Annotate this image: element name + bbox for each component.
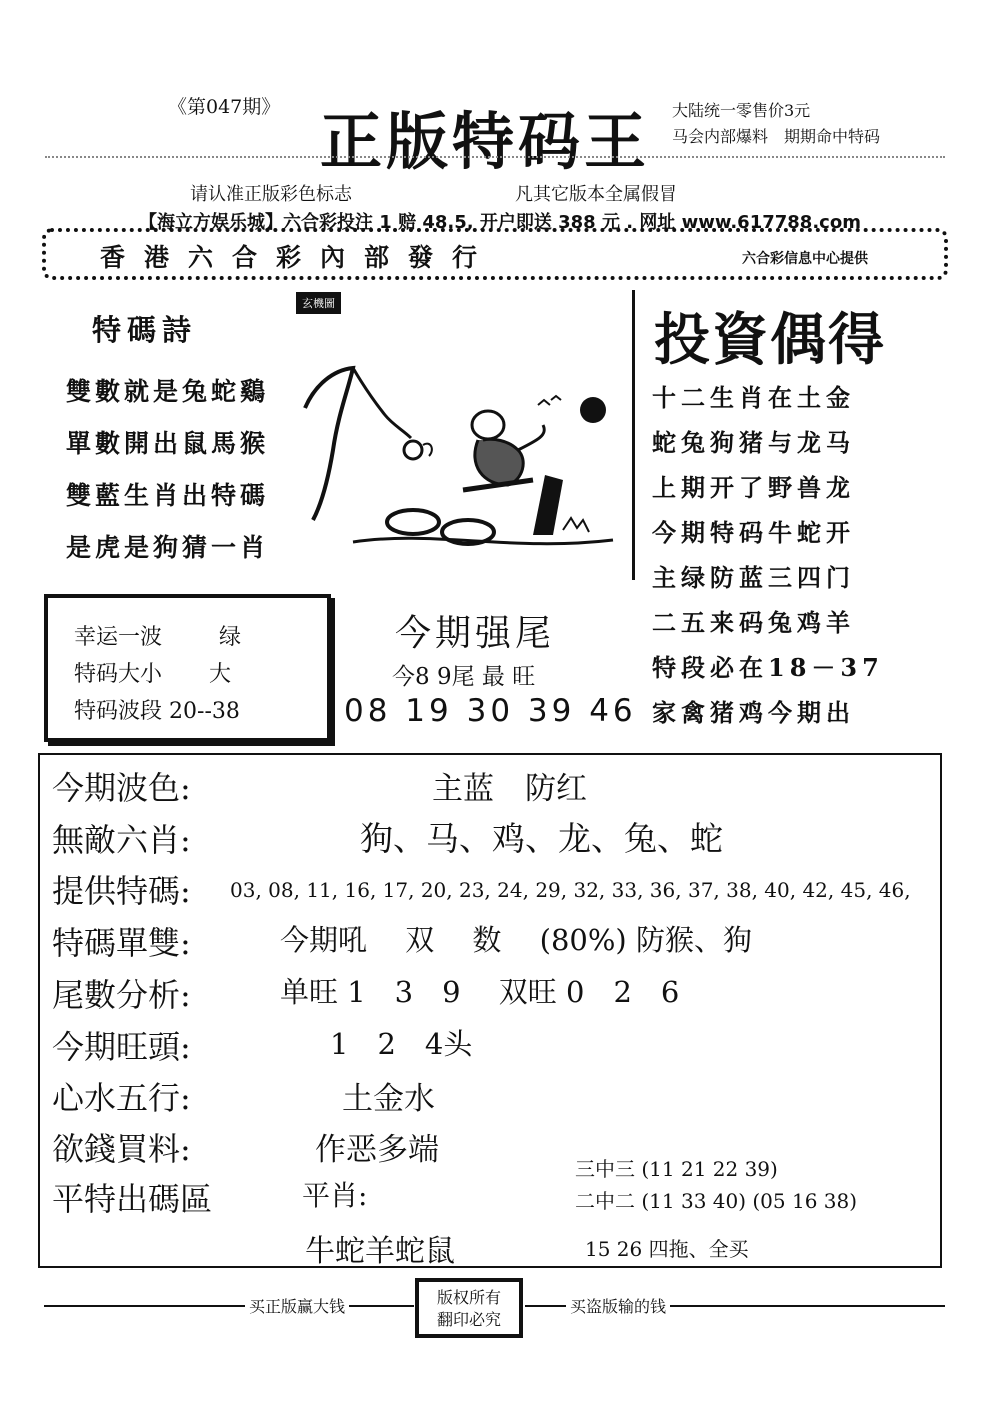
combo-line: 二中二 (11 33 40) (05 16 38) <box>575 1189 858 1213</box>
invest-title: 投資偶得 <box>654 307 886 373</box>
stamp-line: 翻印必究 <box>436 1310 501 1329</box>
row-label: 提供特碼: <box>52 872 191 910</box>
row-value: 今期吼 双 数 (80%) 防猴、狗 <box>280 923 752 957</box>
invest-line: 今期特码牛蛇开 <box>652 518 855 547</box>
hk-issue-line: 香港六合彩內部發行 <box>100 243 497 272</box>
poem-title: 特碼詩 <box>92 313 198 347</box>
price-line: 大陆统一零售价3元 <box>672 101 811 120</box>
row-value: 作恶多端 <box>315 1132 439 1168</box>
invest-line: 特段必在18－37 <box>652 653 884 682</box>
row-label: 尾數分析: <box>52 976 191 1014</box>
lucky-value: 绿 <box>219 625 242 650</box>
invest-line: 二五来码兔鸡羊 <box>652 608 855 637</box>
row-label: 心水五行: <box>52 1079 191 1117</box>
ping-xiao-value: 牛蛇羊蛇鼠 <box>305 1234 455 1269</box>
lucky-size-row <box>74 657 231 688</box>
row-value: 狗、马、鸡、龙、兔、蛇 <box>360 819 723 858</box>
lucky-value: 大 <box>209 662 232 687</box>
mystery-picture <box>293 290 633 580</box>
invest-line: 上期开了野兽龙 <box>652 473 855 502</box>
row-label: 特碼單雙: <box>52 924 191 962</box>
lucky-wave-row <box>74 620 241 651</box>
row-label: 欲錢買料: <box>52 1130 191 1168</box>
lucky-value: 20--38 <box>169 699 240 724</box>
row-value: 单旺 1 3 9 双旺 0 2 6 <box>280 975 680 1009</box>
row-label: 今期波色: <box>52 769 191 807</box>
price-info <box>672 98 880 150</box>
issue-number: 《第047期》 <box>168 96 281 118</box>
lucky-label: 特码波段 <box>74 699 163 724</box>
combo-line: 15 26 四拖、全买 <box>585 1237 749 1261</box>
stamp-line: 版权所有 <box>436 1288 501 1307</box>
row-value: 03, 08, 11, 16, 17, 20, 23, 24, 29, 32, 33, 36, 37, 38, 40, 42, 45, 46, <box>230 878 911 902</box>
row-value: 1 2 4头 <box>330 1027 473 1061</box>
divider <box>45 156 945 158</box>
counterfeit-notice: 凡其它版本全属假冒 <box>515 184 677 205</box>
strong-tail-numbers: 08 19 30 39 46 <box>344 693 637 729</box>
invest-line: 主绿防蓝三四门 <box>652 563 855 592</box>
row-value: 主蓝 防红 <box>432 771 587 807</box>
footer-slogan-left: 买正版赢大钱 <box>245 1294 349 1317</box>
row-value: 土金水 <box>342 1081 435 1117</box>
poem-line: 單數開出鼠馬猴 <box>66 429 270 458</box>
column-divider <box>632 290 635 580</box>
slogan-line: 马会内部爆料 期期命中特码 <box>672 127 881 146</box>
poem-line: 雙數就是兔蛇鷄 <box>66 377 270 406</box>
poem-line: 雙藍生肖出特碼 <box>66 481 270 510</box>
row-label: 今期旺頭: <box>52 1028 191 1066</box>
invest-line: 十二生肖在土金 <box>652 383 855 412</box>
page-title: 正版特码王 <box>320 105 651 178</box>
combo-line: 三中三 (11 21 22 39) <box>575 1157 778 1181</box>
invest-line: 家禽猪鸡今期出 <box>652 698 855 727</box>
strong-tail-title: 今期强尾 <box>395 613 556 654</box>
ad-banner: 【海立方娱乐城】六合彩投注 1 赔 48.5, 开户即送 388 元 . 网址 www.617788.com <box>139 212 861 233</box>
provider-note: 六合彩信息中心提供 <box>742 251 868 267</box>
row-value: 平肖: <box>302 1179 368 1212</box>
poem-line: 是虎是狗猜一肖 <box>66 533 270 562</box>
row-label: 無敵六肖: <box>52 821 191 859</box>
recognize-notice: 请认准正版彩色标志 <box>190 184 352 205</box>
footer-rule-left <box>44 1305 414 1307</box>
picture-tag: 玄機圖 <box>296 292 341 314</box>
lucky-label: 幸运一波 <box>74 625 163 650</box>
strong-tail-sub: 今8 9尾 最 旺 <box>392 664 536 690</box>
footer-slogan-right: 买盗版输的钱 <box>566 1294 670 1317</box>
invest-line: 蛇兔狗猪与龙马 <box>652 428 855 457</box>
lucky-label: 特码大小 <box>74 662 163 687</box>
lucky-range-row <box>74 694 240 725</box>
copyright-stamp <box>415 1278 523 1338</box>
row-label: 平特出碼區 <box>52 1180 213 1218</box>
